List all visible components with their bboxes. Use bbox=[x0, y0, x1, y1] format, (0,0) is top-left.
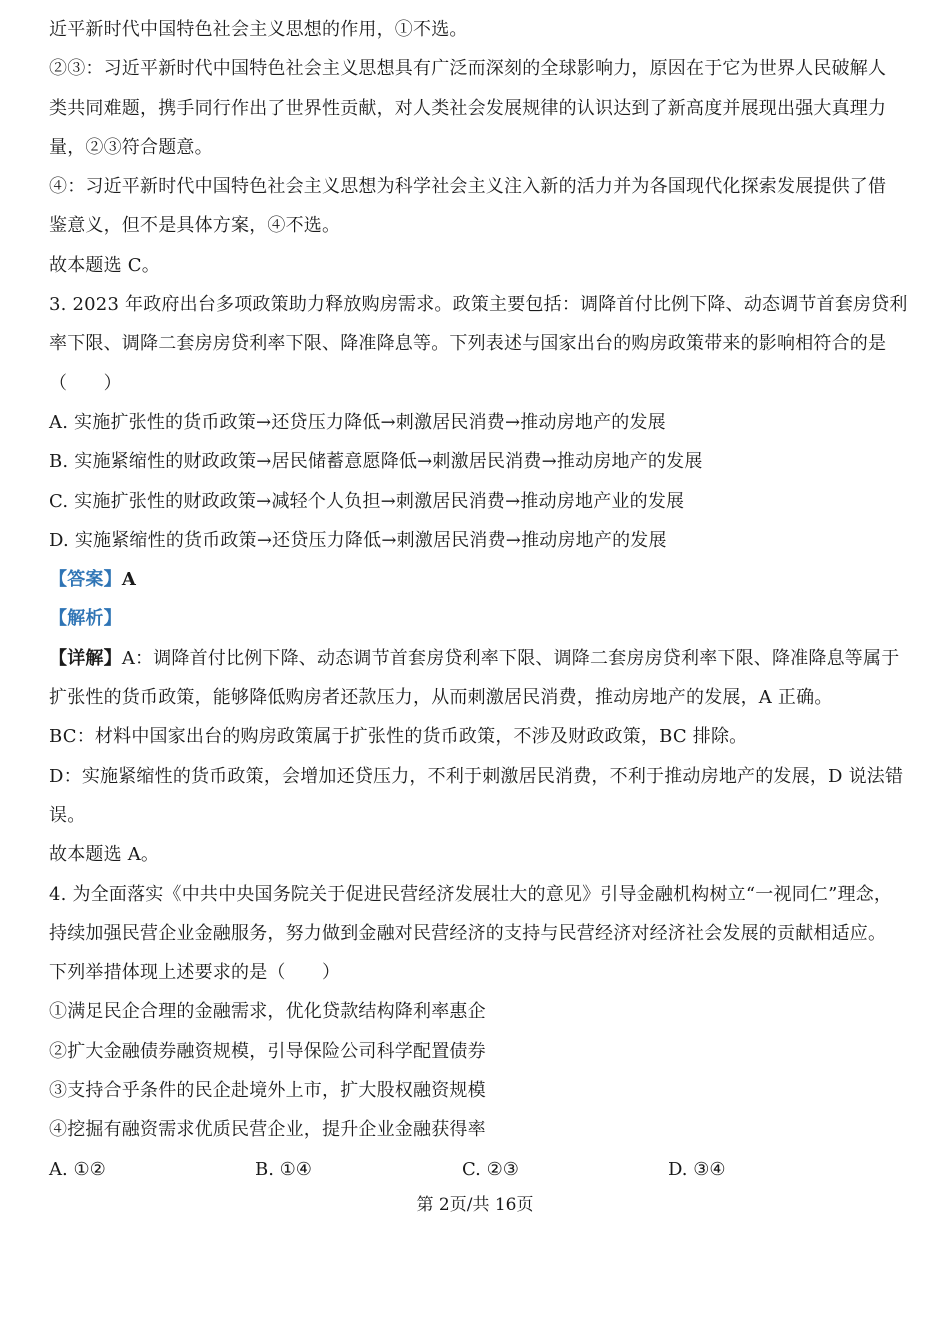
text-line: 鉴意义，但不是具体方案，④不选。 bbox=[49, 215, 341, 237]
answer-tag: 【答案】 bbox=[49, 569, 122, 591]
q3-stem-line: 3. 2023 年政府出台多项政策助力释放购房需求。政策主要包括：调降首付比例下降、动态调节首套房贷利 bbox=[49, 294, 908, 316]
page-footer: 第 2页/共 16页 bbox=[416, 1195, 534, 1215]
q3-stem-line: （ ） bbox=[49, 372, 122, 394]
q3-option-d: D. 实施紧缩性的货币政策→还贷压力降低→刺激居民消费→推动房地产的发展 bbox=[49, 529, 667, 551]
q4-choices bbox=[49, 1150, 889, 1189]
q3-detail-line: D：实施紧缩性的货币政策，会增加还贷压力，不利于刺激居民消费，不利于推动房地产的发展，D 说法错 bbox=[49, 765, 904, 787]
q4-choice-c: C. ②③ bbox=[462, 1158, 519, 1180]
text-line: ②③：习近平新时代中国特色社会主义思想具有广泛而深刻的全球影响力，原因在于它为世界人民破解人 bbox=[49, 58, 887, 80]
q3-answer bbox=[49, 560, 889, 599]
text-line: 故本题选 C。 bbox=[49, 254, 160, 276]
q3-option-a: A. 实施扩张性的货币政策→还贷压力降低→刺激居民消费→推动房地产的发展 bbox=[49, 411, 666, 433]
q3-option-c: C. 实施扩张性的财政政策→减轻个人负担→刺激居民消费→推动房地产业的发展 bbox=[49, 490, 685, 512]
q3-detail-line: 误。 bbox=[49, 804, 86, 826]
q3-detail-line bbox=[49, 639, 900, 678]
q4-item: ③支持合乎条件的民企赴境外上市，扩大股权融资规模 bbox=[49, 1080, 486, 1102]
q4-choice-b: B. ①④ bbox=[255, 1158, 312, 1180]
answer-value: A bbox=[121, 569, 136, 591]
detail-text: A：调降首付比例下降、动态调节首套房贷利率下限、调降二套房房贷利率下限、降准降息等属于 bbox=[121, 647, 900, 669]
detail-tag: 【详解】 bbox=[49, 647, 122, 669]
q4-item: ①满足民企合理的金融需求，优化贷款结构降利率惠企 bbox=[49, 1001, 486, 1023]
q4-stem-line: 持续加强民营企业金融服务，努力做到金融对民营经济的支持与民营经济对经济社会发展的贡献相适应。 bbox=[49, 922, 887, 944]
q3-analysis bbox=[49, 599, 889, 638]
text-line: 量，②③符合题意。 bbox=[49, 136, 213, 158]
analysis-tag: 【解析】 bbox=[49, 608, 122, 630]
text-line: 类共同难题，携手同行作出了世界性贡献，对人类社会发展规律的认识达到了新高度并展现出强大真理力 bbox=[49, 97, 887, 119]
q4-item: ④挖掘有融资需求优质民营企业，提升企业金融获得率 bbox=[49, 1119, 486, 1141]
q4-item: ②扩大金融债券融资规模，引导保险公司科学配置债券 bbox=[49, 1040, 486, 1062]
q4-choice-d: D. ③④ bbox=[668, 1158, 726, 1180]
q3-stem-line: 率下限、调降二套房房贷利率下限、降准降息等。下列表述与国家出台的购房政策带来的影响相符合的是 bbox=[49, 333, 887, 355]
text-line: ④：习近平新时代中国特色社会主义思想为科学社会主义注入新的活力并为各国现代化探索发展提供了借 bbox=[49, 176, 887, 198]
q3-option-b: B. 实施紧缩性的财政政策→居民储蓄意愿降低→刺激居民消费→推动房地产的发展 bbox=[49, 451, 703, 473]
q3-detail-line: BC：材料中国家出台的购房政策属于扩张性的货币政策，不涉及财政政策，BC 排除。 bbox=[49, 726, 748, 748]
page-content bbox=[49, 10, 908, 1189]
q4-stem-line: 4. 为全面落实《中共中央国务院关于促进民营经济发展壮大的意见》引导金融机构树立“一视同仁”理念， bbox=[49, 883, 893, 905]
text-line: 近平新时代中国特色社会主义思想的作用，①不选。 bbox=[49, 19, 468, 40]
q3-detail-line: 扩张性的货币政策，能够降低购房者还款压力，从而刺激居民消费，推动房地产的发展，A 正确。 bbox=[49, 687, 833, 709]
q4-stem-line: 下列举措体现上述要求的是（ ） bbox=[49, 962, 341, 984]
q3-detail-line: 故本题选 A。 bbox=[49, 844, 160, 866]
q4-choice-a: A. ①② bbox=[49, 1158, 106, 1180]
